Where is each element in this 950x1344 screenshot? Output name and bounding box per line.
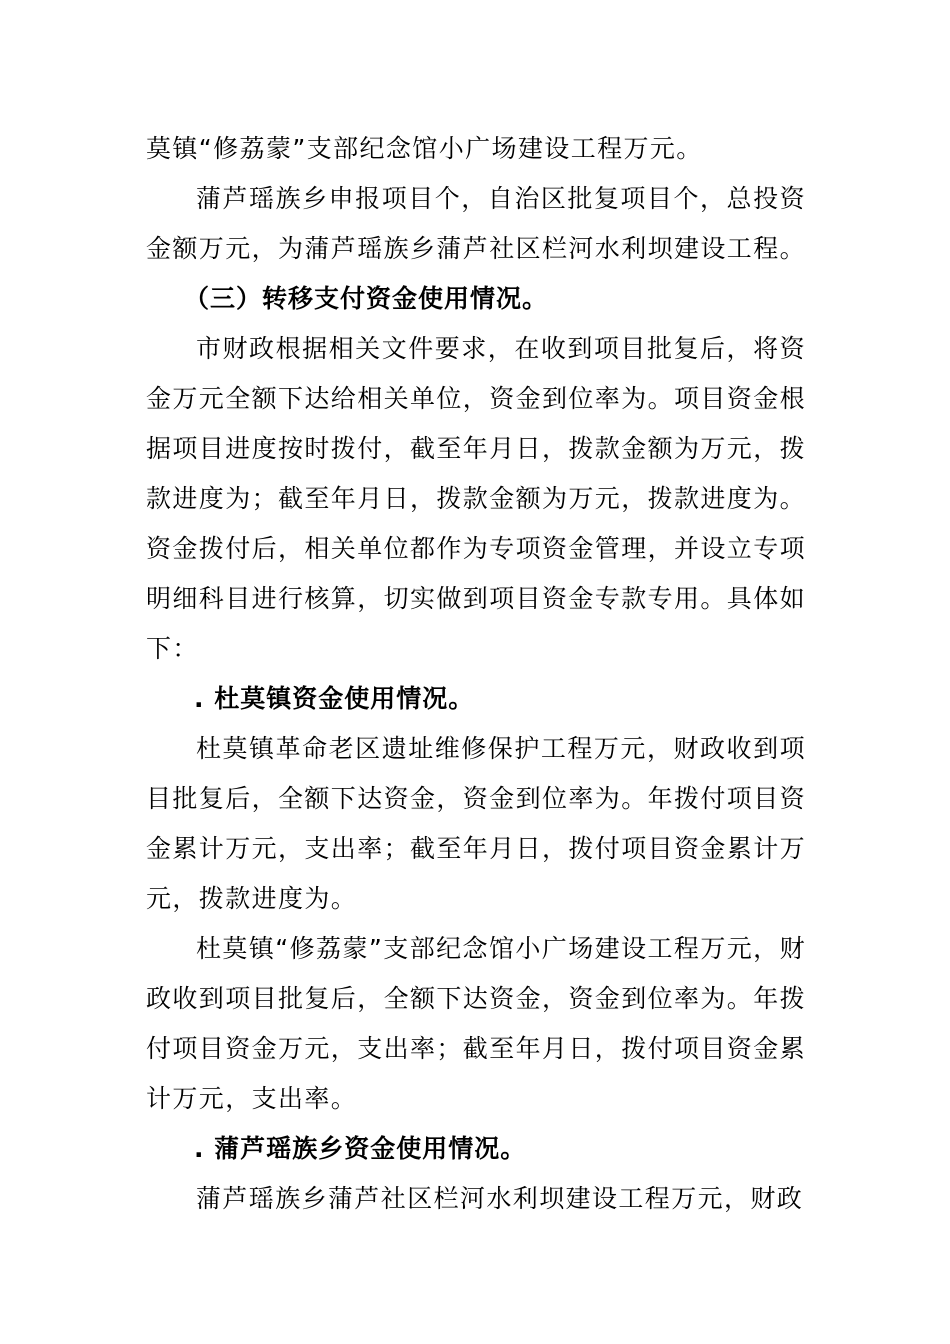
document-body xyxy=(146,124,806,1224)
paragraph-dumo-plaza: 杜莫镇“修荔蒙”支部纪念馆小广场建设工程万元，财政收到项目批复后，全额下达资金，资金到位率为。年拨付项目资金万元，支出率；截至年月日，拨付项目资金累计万元，支出率。 xyxy=(146,934,807,1113)
paragraph-continuation: 莫镇“修荔蒙”支部纪念馆小广场建设工程万元。 xyxy=(146,134,703,163)
paragraph-pulu-projects: 蒲芦瑶族乡申报项目个，自治区批复项目个，总投资金额万元，为蒲芦瑶族乡蒲芦社区栏河水利坝建设工程。 xyxy=(146,184,807,263)
paragraph-dumo-site-repair: 杜莫镇革命老区遗址维修保护工程万元，财政收到项目批复后，全额下达资金，资金到位率为。年拨付项目资金累计万元，支出率；截至年月日，拨付项目资金累计万元，拨款进度为。 xyxy=(146,734,807,913)
paragraph-fund-disbursement: 市财政根据相关文件要求，在收到项目批复后，将资金万元全额下达给相关单位，资金到位率为。项目资金根据项目进度按时拨付，截至年月日，拨款金额为万元，拨款进度为；截至年月日，拨款金额为万元，拨款进度为。资金拨付后，相关单位都作为专项资金管理，并设立专项明细科目进行核算，切实做到项目资金专款专用。具体如下： xyxy=(146,334,807,663)
section-heading-transfer-payment: （三）转移支付资金使用情况。 xyxy=(184,284,549,313)
subheading-dumo-town: . 杜莫镇资金使用情况。 xyxy=(194,684,475,713)
subheading-pulu-township: . 蒲芦瑶族乡资金使用情况。 xyxy=(194,1134,527,1163)
paragraph-pulu-dam: 蒲芦瑶族乡蒲芦社区栏河水利坝建设工程万元，财政 xyxy=(196,1184,804,1213)
